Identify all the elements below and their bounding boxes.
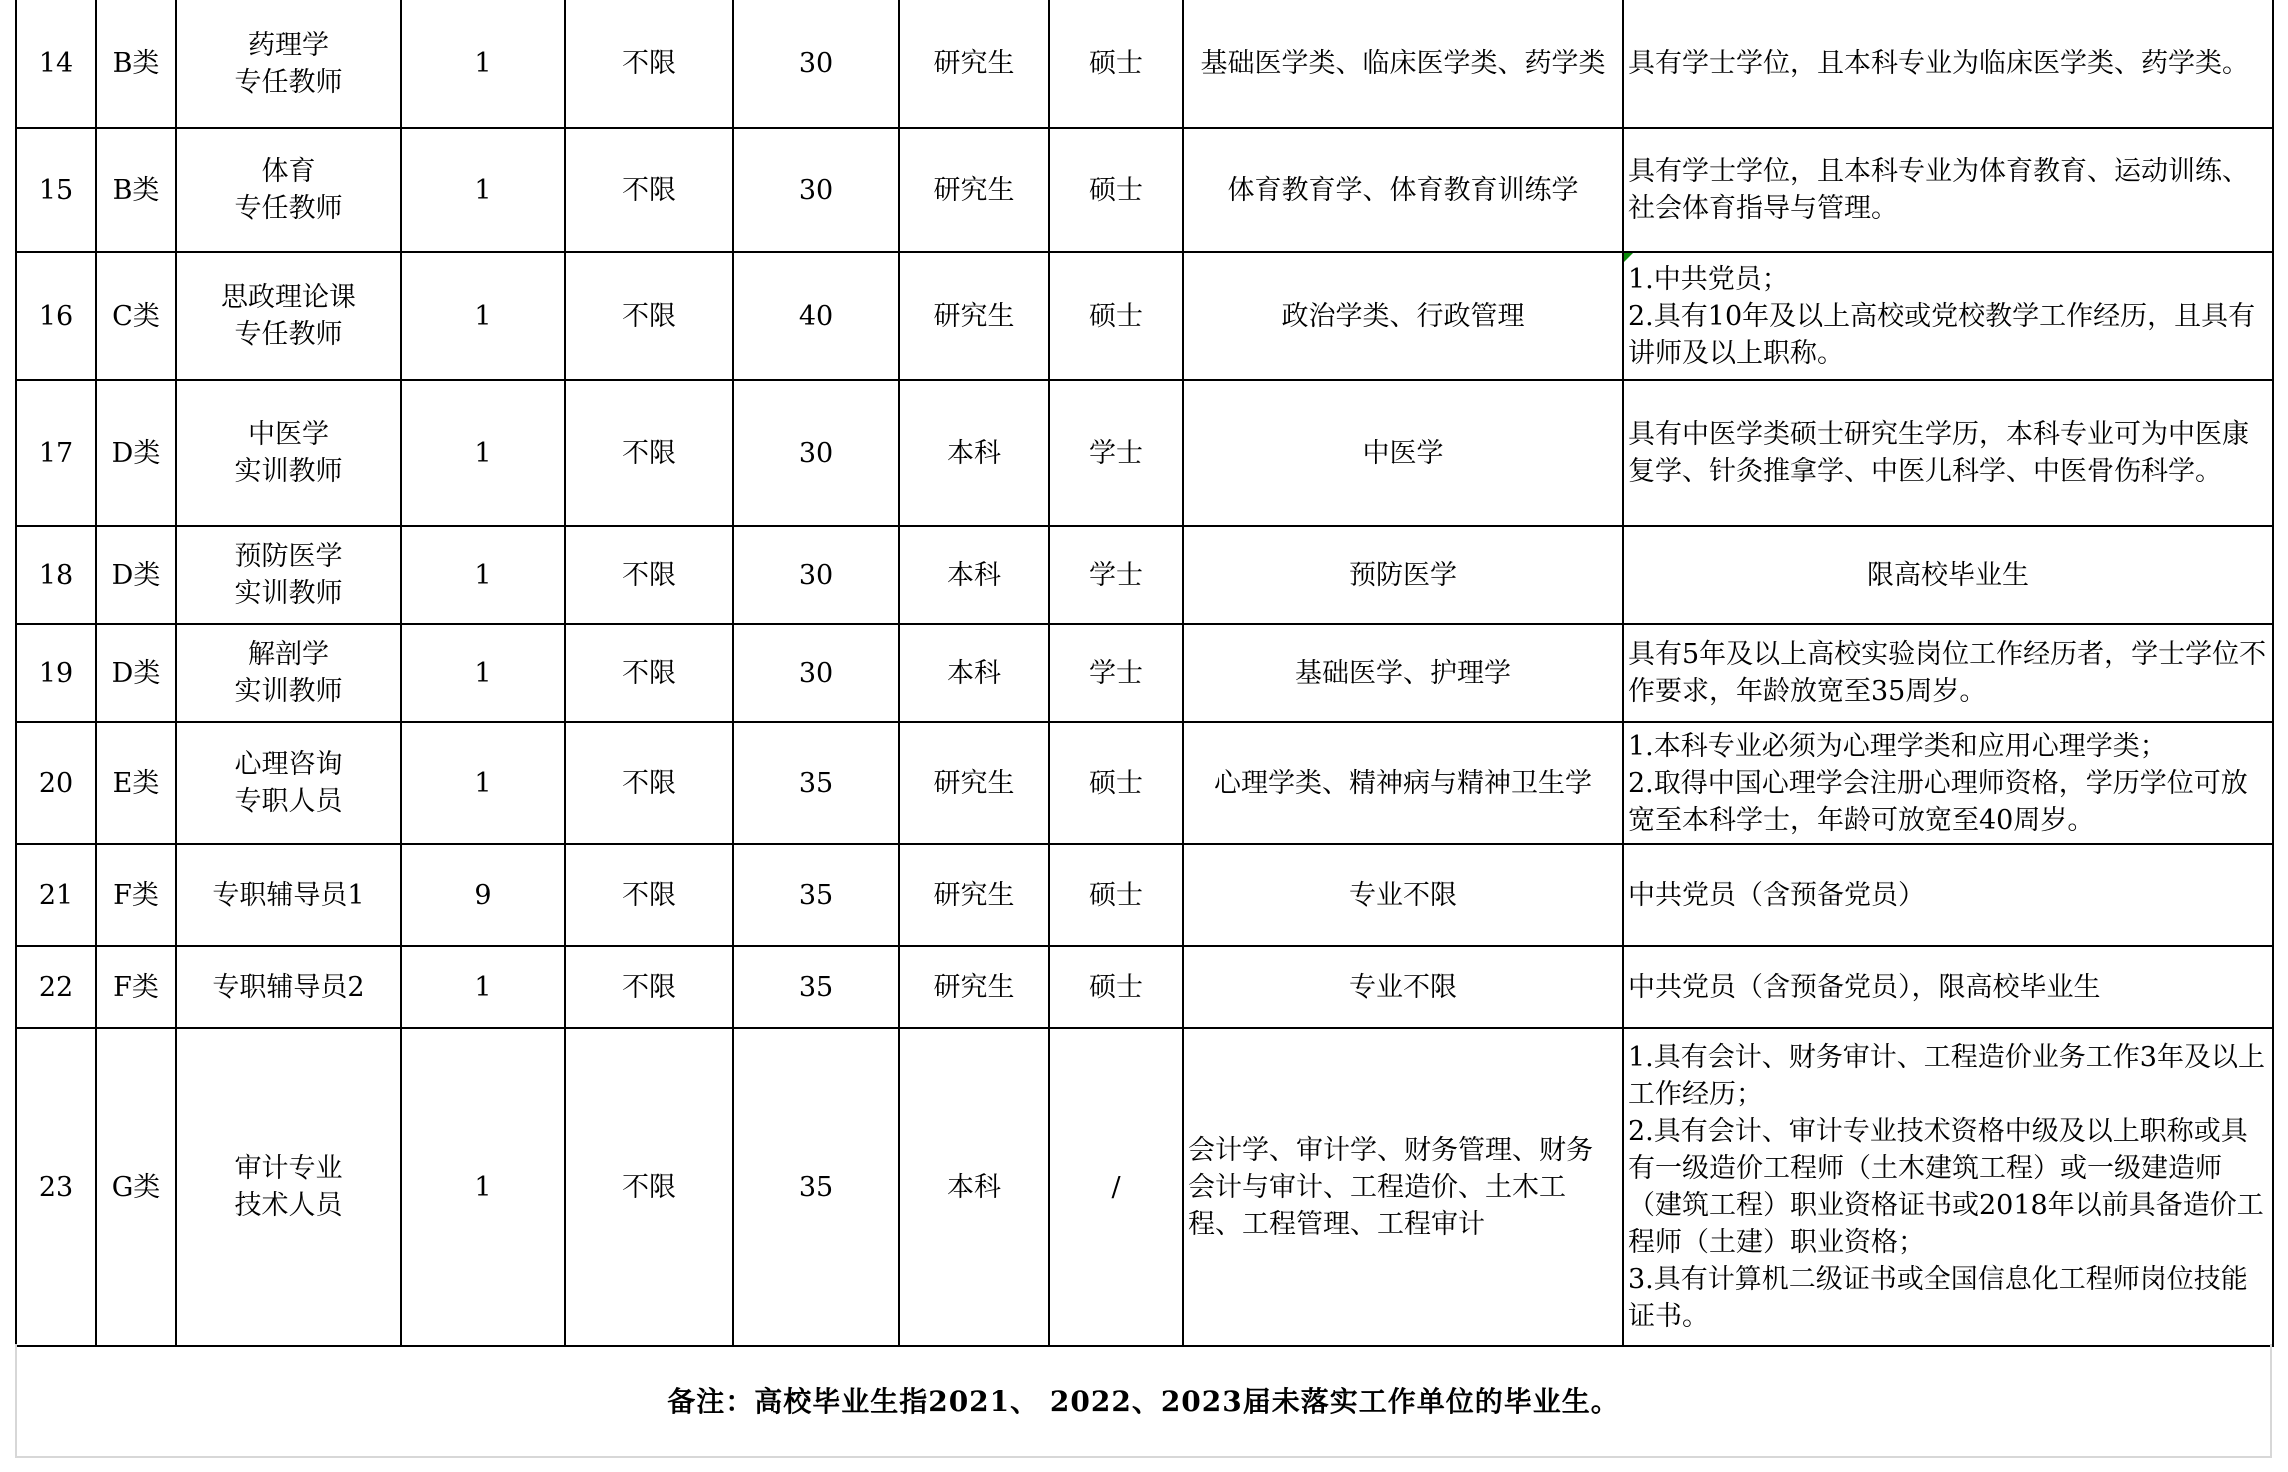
cell-degree — [1049, 128, 1183, 252]
cell-count — [401, 946, 565, 1028]
cell-major — [1183, 380, 1623, 526]
cell-gender — [565, 946, 733, 1028]
cell-major-text: 专业不限 — [1349, 879, 1457, 911]
cell-requirements — [1623, 1028, 2273, 1346]
cell-post — [176, 624, 401, 722]
cell-count — [401, 1028, 565, 1346]
cell-major-text: 基础医学类、临床医学类、药学类 — [1200, 48, 1606, 79]
cell-post — [176, 526, 401, 624]
cell-major — [1183, 844, 1623, 946]
cell-age-text: 30 — [798, 657, 834, 689]
cell-degree — [1049, 844, 1183, 946]
cell-category-text: B类 — [112, 48, 160, 79]
cell-major-text: 体育教育学、体育教育训练学 — [1227, 174, 1579, 206]
table-row — [16, 946, 2273, 1028]
cell-no — [16, 844, 96, 946]
cell-degree — [1049, 722, 1183, 844]
cell-no — [16, 624, 96, 722]
cell-requirements — [1623, 526, 2273, 624]
cell-major — [1183, 128, 1623, 252]
cell-count-text: 1 — [474, 657, 492, 689]
cell-category — [96, 844, 176, 946]
cell-education-text: 研究生 — [933, 971, 1015, 1003]
cell-requirements-text: 具有学士学位，且本科专业为临床医学类、药学类。 — [1628, 48, 2249, 79]
cell-count — [401, 526, 565, 624]
cell-requirements-text: 1.具有会计、财务审计、工程造价业务工作3年及以上工作经历； — [1628, 1042, 2265, 1110]
footnote-box — [15, 1344, 2272, 1458]
cell-major — [1183, 946, 1623, 1028]
cell-major — [1183, 1028, 1623, 1346]
cell-post — [176, 252, 401, 380]
cell-count — [401, 844, 565, 946]
cell-category-text: D类 — [111, 657, 161, 689]
cell-age — [733, 722, 899, 844]
cell-gender-text: 不限 — [622, 300, 676, 332]
cell-education — [899, 844, 1049, 946]
cell-gender — [565, 722, 733, 844]
cell-category-text: E类 — [112, 767, 160, 799]
table-row — [16, 1028, 2273, 1346]
cell-category — [96, 0, 176, 128]
cell-post — [176, 1028, 401, 1346]
cell-requirements — [1623, 128, 2273, 252]
cell-major-text: 心理学类、精神病与精神卫生学 — [1214, 767, 1592, 799]
cell-major-text: 预防医学 — [1349, 559, 1457, 591]
cell-category — [96, 252, 176, 380]
cell-post — [176, 0, 401, 128]
cell-gender — [565, 380, 733, 526]
cell-no — [16, 252, 96, 380]
cell-gender-text: 不限 — [622, 767, 676, 799]
cell-degree — [1049, 526, 1183, 624]
cell-count-text: 9 — [474, 879, 492, 911]
cell-category — [96, 1028, 176, 1346]
cell-gender-text: 不限 — [622, 559, 676, 591]
cell-post — [176, 722, 401, 844]
cell-education — [899, 128, 1049, 252]
cell-requirements — [1623, 722, 2273, 844]
cell-degree-text: 硕士 — [1089, 174, 1143, 206]
cell-major — [1183, 722, 1623, 844]
cell-age — [733, 526, 899, 624]
cell-degree — [1049, 380, 1183, 526]
cell-category-text: B类 — [112, 174, 160, 206]
cell-post-text: 实训教师 — [234, 676, 343, 707]
cell-degree-text: 学士 — [1089, 437, 1143, 469]
table-body — [16, 0, 2273, 1346]
cell-requirements-text: 2.取得中国心理学会注册心理师资格，学历学位可放宽至本科学士，年龄可放宽至40周岁。 — [1628, 767, 2248, 836]
cell-education-text: 本科 — [947, 657, 1001, 689]
table-row — [16, 252, 2273, 380]
cell-age-text: 35 — [798, 767, 834, 799]
cell-category — [96, 624, 176, 722]
cell-education-text: 研究生 — [933, 174, 1015, 206]
cell-requirements — [1623, 0, 2273, 128]
cell-degree — [1049, 0, 1183, 128]
cell-age-text: 40 — [798, 300, 834, 332]
cell-major — [1183, 252, 1623, 380]
cell-major-text: 中医学 — [1362, 437, 1444, 469]
cell-gender — [565, 128, 733, 252]
table-row — [16, 380, 2273, 526]
cell-requirements — [1623, 624, 2273, 722]
cell-education — [899, 1028, 1049, 1346]
cell-count-text: 1 — [474, 971, 492, 1003]
cell-education-text: 本科 — [947, 1171, 1001, 1203]
cell-post-text: 专职人员 — [234, 786, 343, 817]
cell-age — [733, 380, 899, 526]
cell-age-text: 30 — [798, 174, 834, 206]
cell-gender — [565, 844, 733, 946]
table-row — [16, 624, 2273, 722]
cell-requirements-text: 2.具有会计、审计专业技术资格中级及以上职称或具有一级造价工程师（土木建筑工程）或一级建造师（建筑工程）职业资格证书或2018年以前具备造价工程师（土建）职业资格； — [1628, 1116, 2264, 1258]
cell-no-text: 15 — [38, 174, 74, 206]
cell-degree-text: 学士 — [1089, 559, 1143, 591]
cell-no-text: 23 — [38, 1171, 74, 1203]
cell-education — [899, 722, 1049, 844]
cell-age-text: 35 — [798, 971, 834, 1003]
cell-gender-text: 不限 — [622, 971, 676, 1003]
cell-no — [16, 946, 96, 1028]
cell-post-text: 解剖学 — [248, 639, 329, 670]
cell-no — [16, 0, 96, 128]
cell-post-text: 中医学 — [248, 419, 329, 450]
cell-count — [401, 722, 565, 844]
cell-requirements-text: 2.具有10年及以上高校或党校教学工作经历，且具有讲师及以上职称。 — [1628, 300, 2256, 369]
cell-gender — [565, 252, 733, 380]
cell-age-text: 30 — [798, 437, 834, 469]
cell-education-text: 研究生 — [933, 48, 1015, 79]
cell-age-text: 30 — [798, 48, 834, 79]
table-row — [16, 526, 2273, 624]
cell-age-text: 35 — [798, 879, 834, 911]
cell-gender — [565, 1028, 733, 1346]
cell-degree — [1049, 252, 1183, 380]
cell-requirements-text: 中共党员（含预备党员），限高校毕业生 — [1628, 971, 2101, 1003]
cell-post-text: 审计专业 — [234, 1153, 343, 1184]
cell-education-text: 本科 — [947, 559, 1001, 591]
cell-requirements — [1623, 380, 2273, 526]
cell-post-text: 专职辅导员2 — [212, 971, 365, 1003]
cell-education — [899, 252, 1049, 380]
cell-gender — [565, 624, 733, 722]
cell-no — [16, 128, 96, 252]
recruitment-table-sheet — [15, 0, 2272, 1347]
cell-post-text: 实训教师 — [234, 456, 343, 487]
cell-post-text: 专任教师 — [234, 193, 343, 224]
cell-gender-text: 不限 — [622, 879, 676, 911]
cell-age-text: 30 — [798, 559, 834, 591]
cell-degree-text: 硕士 — [1089, 48, 1143, 79]
cell-gender-text: 不限 — [622, 48, 676, 79]
cell-post-text: 专任教师 — [234, 66, 343, 98]
cell-major-text: 基础医学、护理学 — [1295, 657, 1511, 689]
cell-no — [16, 526, 96, 624]
cell-count — [401, 0, 565, 128]
cell-post-text: 技术人员 — [234, 1190, 343, 1221]
cell-major-text: 专业不限 — [1349, 971, 1457, 1003]
cell-age — [733, 946, 899, 1028]
cell-age — [733, 0, 899, 128]
cell-post — [176, 946, 401, 1028]
cell-no — [16, 1028, 96, 1346]
cell-count-text: 1 — [474, 1171, 492, 1203]
cell-category-text: D类 — [111, 437, 161, 469]
cell-age — [733, 844, 899, 946]
cell-requirements-text: 具有5年及以上高校实验岗位工作经历者，学士学位不作要求，年龄放宽至35周岁。 — [1628, 639, 2267, 707]
cell-gender-text: 不限 — [622, 174, 676, 206]
cell-count-text: 1 — [474, 300, 492, 332]
cell-no — [16, 722, 96, 844]
cell-requirements-text: 中共党员（含预备党员） — [1628, 879, 1925, 911]
cell-requirements-text: 1.本科专业必须为心理学类和应用心理学类； — [1628, 730, 2167, 762]
table-row — [16, 0, 2273, 128]
cell-degree — [1049, 946, 1183, 1028]
cell-no-text: 22 — [38, 971, 74, 1003]
cell-degree-text: 硕士 — [1089, 767, 1143, 799]
cell-count-text: 1 — [474, 767, 492, 799]
cell-count — [401, 252, 565, 380]
cell-count — [401, 380, 565, 526]
cell-post — [176, 380, 401, 526]
cell-requirements-text: 具有学士学位，且本科专业为体育教育、运动训练、社会体育指导与管理。 — [1628, 156, 2249, 224]
cell-count-text: 1 — [474, 559, 492, 591]
cell-no-text: 16 — [38, 300, 74, 332]
cell-no-text: 18 — [38, 559, 74, 591]
cell-education — [899, 946, 1049, 1028]
cell-count — [401, 128, 565, 252]
cell-age — [733, 128, 899, 252]
cell-requirements — [1623, 844, 2273, 946]
table-row — [16, 844, 2273, 946]
cell-gender-text: 不限 — [622, 657, 676, 689]
cell-no-text: 19 — [38, 657, 74, 689]
comment-indicator-icon — [1624, 253, 1633, 262]
cell-post-text: 实训教师 — [234, 578, 343, 609]
cell-requirements-text: 具有中医学类硕士研究生学历，本科专业可为中医康复学、针灸推拿学、中医儿科学、中医骨伤科学。 — [1628, 419, 2249, 487]
cell-degree-text: 硕士 — [1089, 879, 1143, 911]
cell-requirements-text: 3.具有计算机二级证书或全国信息化工程师岗位技能证书。 — [1628, 1264, 2248, 1332]
cell-count — [401, 624, 565, 722]
cell-category-text: F类 — [113, 971, 159, 1003]
cell-category — [96, 722, 176, 844]
cell-category — [96, 128, 176, 252]
cell-no-text: 21 — [38, 879, 74, 911]
cell-no-text: 20 — [38, 767, 74, 799]
cell-post-text: 专任教师 — [234, 319, 343, 350]
cell-requirements — [1623, 946, 2273, 1028]
cell-education — [899, 624, 1049, 722]
cell-major — [1183, 0, 1623, 128]
cell-post-text: 专职辅导员1 — [212, 879, 365, 911]
cell-education-text: 研究生 — [933, 767, 1015, 799]
table-row — [16, 128, 2273, 252]
cell-degree — [1049, 1028, 1183, 1346]
cell-category-text: D类 — [111, 559, 161, 591]
cell-education — [899, 0, 1049, 128]
cell-major — [1183, 624, 1623, 722]
recruitment-table — [15, 0, 2274, 1347]
cell-category-text: G类 — [111, 1171, 161, 1203]
cell-age — [733, 624, 899, 722]
cell-requirements-text: 限高校毕业生 — [1867, 559, 2029, 591]
cell-requirements — [1623, 252, 2273, 380]
cell-post — [176, 844, 401, 946]
cell-major-text: 政治学类、行政管理 — [1281, 300, 1525, 332]
cell-age-text: 35 — [798, 1171, 834, 1203]
cell-degree-text: 硕士 — [1089, 971, 1143, 1003]
cell-post-text: 药理学 — [248, 29, 329, 61]
cell-major-text: 会计学、审计学、财务管理、财务会计与审计、工程造价、土木工程、工程管理、工程审计 — [1188, 1134, 1593, 1240]
cell-gender-text: 不限 — [622, 437, 676, 469]
cell-major — [1183, 526, 1623, 624]
cell-age — [733, 252, 899, 380]
cell-requirements-text: 1.中共党员； — [1628, 263, 1789, 295]
cell-no — [16, 380, 96, 526]
cell-category-text: C类 — [112, 300, 160, 332]
cell-education — [899, 526, 1049, 624]
cell-post-text: 心理咨询 — [234, 749, 343, 780]
cell-count-text: 1 — [474, 48, 492, 79]
table-row — [16, 722, 2273, 844]
cell-category-text: F类 — [113, 879, 159, 911]
cell-category — [96, 380, 176, 526]
cell-age — [733, 1028, 899, 1346]
cell-degree — [1049, 624, 1183, 722]
cell-no-text: 14 — [38, 48, 74, 79]
cell-post-text: 预防医学 — [234, 541, 343, 572]
cell-education-text: 本科 — [947, 437, 1001, 469]
cell-count-text: 1 — [474, 437, 492, 469]
cell-degree-text: / — [1111, 1171, 1121, 1203]
cell-post-text: 体育 — [261, 156, 316, 187]
cell-post — [176, 128, 401, 252]
cell-no-text: 17 — [38, 437, 74, 469]
cell-category — [96, 946, 176, 1028]
cell-education — [899, 380, 1049, 526]
cell-gender — [565, 0, 733, 128]
cell-education-text: 研究生 — [933, 879, 1015, 911]
footnote: 备注：高校毕业生指2021、 2022、2023届未落实工作单位的毕业生。 — [667, 1385, 1620, 1418]
cell-gender — [565, 526, 733, 624]
cell-gender-text: 不限 — [622, 1171, 676, 1203]
cell-count-text: 1 — [474, 174, 492, 206]
cell-degree-text: 硕士 — [1089, 300, 1143, 332]
cell-category — [96, 526, 176, 624]
cell-education-text: 研究生 — [933, 300, 1015, 332]
cell-degree-text: 学士 — [1089, 657, 1143, 689]
cell-post-text: 思政理论课 — [221, 282, 356, 313]
